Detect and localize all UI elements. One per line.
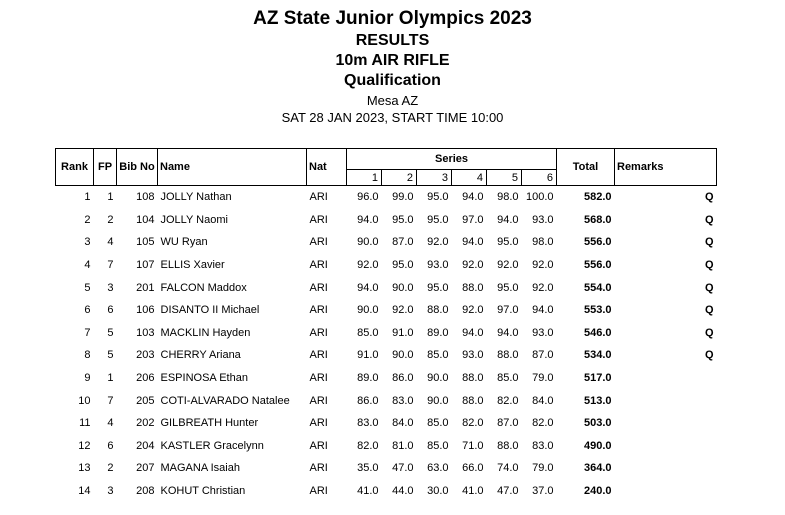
cell-series-6: 93.0 xyxy=(532,326,554,339)
cell-name: GILBREATH Hunter xyxy=(160,417,259,430)
table-row xyxy=(56,412,717,435)
doc-phase-heading: Qualification xyxy=(344,72,441,89)
table-row xyxy=(56,367,717,390)
cell-series-3: 85.0 xyxy=(427,417,449,430)
cell-rank: 1 xyxy=(84,191,91,204)
cell-series-5: 94.0 xyxy=(497,213,519,226)
cell-series-2: 86.0 xyxy=(392,372,414,385)
cell-nat: ARI xyxy=(309,439,328,452)
cell-series-1: 94.0 xyxy=(357,213,379,226)
cell-bib: 201 xyxy=(136,281,155,294)
cell-bib: 203 xyxy=(136,349,155,362)
cell-series-1: 82.0 xyxy=(357,439,379,452)
cell-series-5: 92.0 xyxy=(497,259,519,272)
table-row xyxy=(56,389,717,412)
cell-series-6: 84.0 xyxy=(532,394,554,407)
cell-name: ESPINOSA Ethan xyxy=(160,372,248,385)
doc-event-heading: 10m AIR RIFLE xyxy=(335,52,450,69)
cell-series-4: 93.0 xyxy=(462,349,484,362)
cell-fp: 6 xyxy=(107,304,114,317)
cell-bib: 208 xyxy=(136,485,155,498)
cell-name: DISANTO II Michael xyxy=(160,304,260,317)
cell-name: JOLLY Naomi xyxy=(160,213,228,226)
cell-series-6: 79.0 xyxy=(532,462,554,475)
cell-rank: 2 xyxy=(84,213,91,226)
cell-series-4: 88.0 xyxy=(462,372,484,385)
cell-nat: ARI xyxy=(309,485,328,498)
cell-fp: 5 xyxy=(107,349,114,362)
cell-series-5: 87.0 xyxy=(497,417,519,430)
cell-series-1: 90.0 xyxy=(357,304,379,317)
cell-bib: 205 xyxy=(136,394,155,407)
cell-name: CHERRY Ariana xyxy=(160,349,241,362)
cell-series-2: 95.0 xyxy=(392,259,414,272)
cell-series-6: 83.0 xyxy=(532,439,554,452)
cell-fp: 5 xyxy=(107,326,114,339)
cell-nat: ARI xyxy=(309,326,328,339)
cell-remark: Q xyxy=(704,349,714,362)
cell-series-1: 86.0 xyxy=(357,394,379,407)
cell-series-6: 37.0 xyxy=(532,485,554,498)
cell-name: MAGANA Isaiah xyxy=(160,462,240,475)
cell-series-6: 100.0 xyxy=(525,191,554,204)
cell-nat: ARI xyxy=(309,349,328,362)
cell-fp: 4 xyxy=(107,417,114,430)
cell-rank: 3 xyxy=(84,236,91,249)
cell-remark: Q xyxy=(704,326,714,339)
cell-name: KASTLER Gracelynn xyxy=(160,439,264,452)
cell-total: 554.0 xyxy=(583,281,612,294)
cell-bib: 107 xyxy=(136,259,155,272)
cell-total: 556.0 xyxy=(583,236,612,249)
cell-series-1: 92.0 xyxy=(357,259,379,272)
cell-bib: 204 xyxy=(136,439,155,452)
col-header-name: Name xyxy=(158,149,307,186)
cell-total: 568.0 xyxy=(583,213,612,226)
cell-remark xyxy=(615,480,717,503)
cell-series-3: 85.0 xyxy=(427,349,449,362)
cell-series-3: 88.0 xyxy=(427,304,449,317)
cell-series-5: 95.0 xyxy=(497,236,519,249)
table-row xyxy=(56,480,717,503)
cell-series-1: 85.0 xyxy=(357,326,379,339)
cell-remark: Q xyxy=(704,304,714,317)
cell-fp: 2 xyxy=(107,213,114,226)
cell-name: COTI-ALVARADO Natalee xyxy=(160,394,290,407)
cell-series-2: 95.0 xyxy=(392,213,414,226)
doc-datetime: SAT 28 JAN 2023, START TIME 10:00 xyxy=(281,110,504,125)
cell-remark: Q xyxy=(704,259,714,272)
cell-nat: ARI xyxy=(309,462,328,475)
cell-rank: 11 xyxy=(79,417,91,430)
cell-series-1: 96.0 xyxy=(357,191,379,204)
cell-rank: 8 xyxy=(84,349,91,362)
cell-series-3: 95.0 xyxy=(427,281,449,294)
cell-name: KOHUT Christian xyxy=(160,485,246,498)
cell-series-3: 93.0 xyxy=(427,259,449,272)
cell-remark: Q xyxy=(704,236,714,249)
cell-series-1: 91.0 xyxy=(357,349,379,362)
cell-fp: 1 xyxy=(107,191,114,204)
cell-fp: 7 xyxy=(107,259,114,272)
table-row xyxy=(56,457,717,480)
cell-series-3: 85.0 xyxy=(427,439,449,452)
col-header-series-6: 6 xyxy=(522,170,557,186)
cell-rank: 10 xyxy=(78,394,91,407)
cell-series-4: 66.0 xyxy=(462,462,484,475)
cell-rank: 7 xyxy=(84,326,91,339)
doc-location: Mesa AZ xyxy=(366,93,419,108)
cell-series-2: 90.0 xyxy=(392,281,414,294)
cell-nat: ARI xyxy=(309,259,328,272)
cell-series-2: 92.0 xyxy=(392,304,414,317)
cell-series-5: 85.0 xyxy=(497,372,519,385)
cell-total: 503.0 xyxy=(583,417,612,430)
cell-remark xyxy=(615,412,717,435)
cell-nat: ARI xyxy=(309,417,328,430)
col-header-series-3: 3 xyxy=(417,170,452,186)
cell-series-4: 94.0 xyxy=(462,236,484,249)
cell-series-5: 97.0 xyxy=(497,304,519,317)
cell-series-4: 88.0 xyxy=(462,394,484,407)
cell-fp: 3 xyxy=(107,485,114,498)
cell-series-1: 94.0 xyxy=(357,281,379,294)
cell-series-6: 87.0 xyxy=(532,349,554,362)
cell-remark xyxy=(615,389,717,412)
table-row xyxy=(56,344,717,367)
cell-remark xyxy=(615,367,717,390)
cell-series-2: 83.0 xyxy=(392,394,414,407)
col-header-series: Series xyxy=(347,149,557,170)
cell-fp: 4 xyxy=(107,236,114,249)
cell-series-4: 88.0 xyxy=(462,281,484,294)
table-row xyxy=(56,231,717,254)
table-row xyxy=(56,276,717,299)
cell-series-1: 89.0 xyxy=(357,372,379,385)
cell-series-2: 84.0 xyxy=(392,417,414,430)
table-row xyxy=(56,299,717,322)
cell-remark: Q xyxy=(704,281,714,294)
cell-bib: 104 xyxy=(136,213,155,226)
cell-bib: 103 xyxy=(136,326,155,339)
cell-nat: ARI xyxy=(309,304,328,317)
cell-total: 534.0 xyxy=(583,349,612,362)
doc-title: AZ State Junior Olympics 2023 xyxy=(253,8,532,29)
cell-series-6: 94.0 xyxy=(532,304,554,317)
cell-remark: Q xyxy=(704,213,714,226)
table-row xyxy=(56,254,717,277)
cell-fp: 1 xyxy=(107,372,114,385)
col-header-series-2: 2 xyxy=(382,170,417,186)
cell-rank: 6 xyxy=(84,304,91,317)
cell-fp: 2 xyxy=(107,462,114,475)
cell-nat: ARI xyxy=(309,191,328,204)
cell-series-2: 87.0 xyxy=(392,236,414,249)
cell-rank: 5 xyxy=(84,281,91,294)
col-header-series-1: 1 xyxy=(347,170,382,186)
col-header-nat: Nat xyxy=(307,149,347,186)
cell-rank: 12 xyxy=(78,439,91,452)
cell-total: 513.0 xyxy=(583,394,612,407)
cell-nat: ARI xyxy=(309,236,328,249)
cell-series-5: 95.0 xyxy=(497,281,519,294)
cell-series-4: 97.0 xyxy=(462,213,484,226)
cell-series-3: 95.0 xyxy=(427,191,449,204)
cell-series-4: 92.0 xyxy=(462,259,484,272)
cell-bib: 105 xyxy=(136,236,155,249)
cell-total: 582.0 xyxy=(583,191,612,204)
cell-remark: Q xyxy=(704,191,714,204)
cell-series-1: 90.0 xyxy=(357,236,379,249)
cell-series-3: 63.0 xyxy=(427,462,449,475)
results-table xyxy=(55,148,717,502)
cell-series-6: 92.0 xyxy=(532,281,554,294)
cell-series-4: 94.0 xyxy=(462,326,484,339)
col-header-bib: Bib No xyxy=(117,149,158,186)
cell-series-1: 83.0 xyxy=(357,417,379,430)
cell-series-5: 88.0 xyxy=(497,439,519,452)
cell-series-3: 90.0 xyxy=(427,372,449,385)
cell-total: 490.0 xyxy=(583,439,612,452)
table-row xyxy=(56,209,717,232)
col-header-total: Total xyxy=(557,149,615,186)
cell-series-4: 92.0 xyxy=(462,304,484,317)
cell-series-5: 74.0 xyxy=(497,462,519,475)
cell-series-3: 90.0 xyxy=(427,394,449,407)
cell-series-3: 30.0 xyxy=(427,485,449,498)
cell-name: ELLIS Xavier xyxy=(160,259,225,272)
cell-nat: ARI xyxy=(309,213,328,226)
doc-results-heading: RESULTS xyxy=(355,32,430,49)
cell-fp: 3 xyxy=(107,281,114,294)
cell-total: 546.0 xyxy=(583,326,612,339)
cell-series-6: 92.0 xyxy=(532,259,554,272)
cell-series-5: 82.0 xyxy=(497,394,519,407)
cell-series-2: 47.0 xyxy=(392,462,414,475)
cell-series-2: 99.0 xyxy=(392,191,414,204)
results-table-head xyxy=(56,149,717,186)
cell-series-4: 94.0 xyxy=(462,191,484,204)
cell-series-5: 98.0 xyxy=(497,191,519,204)
cell-bib: 108 xyxy=(136,191,155,204)
table-row xyxy=(56,322,717,345)
cell-total: 553.0 xyxy=(583,304,612,317)
table-row xyxy=(56,186,717,209)
col-header-series-4: 4 xyxy=(452,170,487,186)
cell-series-2: 91.0 xyxy=(392,326,414,339)
cell-bib: 207 xyxy=(136,462,155,475)
cell-series-5: 94.0 xyxy=(497,326,519,339)
cell-total: 517.0 xyxy=(583,372,612,385)
cell-rank: 13 xyxy=(78,462,91,475)
cell-rank: 4 xyxy=(84,259,91,272)
cell-remark xyxy=(615,435,717,458)
cell-nat: ARI xyxy=(309,372,328,385)
cell-series-3: 95.0 xyxy=(427,213,449,226)
cell-bib: 206 xyxy=(136,372,155,385)
cell-fp: 7 xyxy=(107,394,114,407)
table-row xyxy=(56,435,717,458)
cell-name: WU Ryan xyxy=(160,236,208,249)
cell-remark xyxy=(615,457,717,480)
cell-series-5: 47.0 xyxy=(497,485,519,498)
cell-series-4: 71.0 xyxy=(462,439,484,452)
results-table-body xyxy=(56,186,717,503)
cell-series-6: 82.0 xyxy=(532,417,554,430)
cell-total: 556.0 xyxy=(583,259,612,272)
cell-series-1: 41.0 xyxy=(357,485,379,498)
cell-series-4: 41.0 xyxy=(462,485,484,498)
cell-nat: ARI xyxy=(309,281,328,294)
cell-name: MACKLIN Hayden xyxy=(160,326,251,339)
cell-series-6: 98.0 xyxy=(532,236,554,249)
cell-rank: 14 xyxy=(78,485,91,498)
col-header-rank: Rank xyxy=(56,149,94,186)
col-header-fp: FP xyxy=(94,149,117,186)
cell-rank: 9 xyxy=(84,372,91,385)
cell-name: FALCON Maddox xyxy=(160,281,247,294)
cell-series-2: 90.0 xyxy=(392,349,414,362)
cell-name: JOLLY Nathan xyxy=(160,191,232,204)
cell-series-6: 79.0 xyxy=(532,372,554,385)
cell-series-1: 35.0 xyxy=(357,462,379,475)
cell-series-2: 44.0 xyxy=(392,485,414,498)
cell-series-2: 81.0 xyxy=(392,439,414,452)
cell-series-5: 88.0 xyxy=(497,349,519,362)
cell-fp: 6 xyxy=(107,439,114,452)
col-header-series-5: 5 xyxy=(487,170,522,186)
cell-series-3: 92.0 xyxy=(427,236,449,249)
cell-series-4: 82.0 xyxy=(462,417,484,430)
cell-bib: 202 xyxy=(136,417,155,430)
cell-series-6: 93.0 xyxy=(532,213,554,226)
cell-nat: ARI xyxy=(309,394,328,407)
cell-total: 240.0 xyxy=(583,485,612,498)
cell-series-3: 89.0 xyxy=(427,326,449,339)
cell-total: 364.0 xyxy=(583,462,612,475)
cell-bib: 106 xyxy=(136,304,155,317)
col-header-remarks: Remarks xyxy=(615,149,717,186)
